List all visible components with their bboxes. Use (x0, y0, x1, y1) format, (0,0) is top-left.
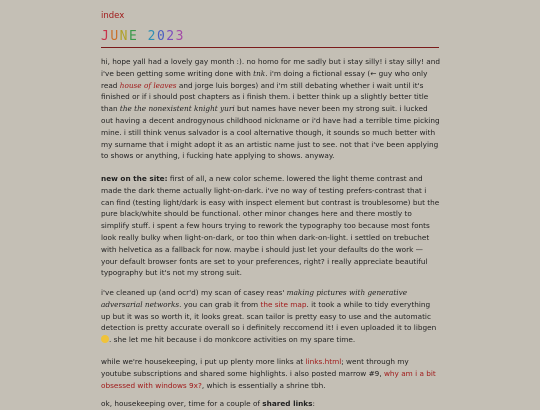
link-text: house of leaves (119, 80, 177, 90)
text: first of all, a new color scheme. lowered the light theme contrast and made the dark theme actually light-on-dark. i've no way of testing prefers-contrast that i can find (testing light/dark is easy with inspect element but contrast is troublesome) but the pure black/white should be functional. other minor changes here and there mostly to simplify stuff. i spent a few hours trying to rework the typography too because most fonts look really bulky when light-on-dark, or too thin when dark-on-light. i settled on trebuchet with helvetica as a fallback for now. maybe i should just let your defaults do the work — your default browser fonts are set to your preferences, right? i really appreciate beautiful typography but it's not my strong suit. (101, 174, 440, 278)
paragraph-housekeeping (101, 356, 441, 391)
post-title (101, 29, 185, 44)
title-letter: 3 (175, 29, 185, 44)
windows-9x-link[interactable]: why am i a bit obsessed with windows 9x? (101, 368, 436, 390)
text: but names have never been my strong suit. i lucked out having a decent androgynous childhood nickname or i'd have had a terrible time picking mine. i still think venus salvador is a cool alternative though, it sounds so much better with my surname that i might adopt it as an artistic name just to see. not that i've been applying to shows or anything, i fucking hate applying to shows. anyway. (101, 104, 440, 161)
text: , which is essentially a shrine tbh. (201, 380, 326, 390)
title-letter: U (110, 29, 120, 44)
paragraph-shared-links (101, 398, 441, 410)
title-letter: J (101, 29, 111, 44)
title-letter: N (119, 29, 129, 44)
book-title: making pictures with generative adversarial networks (101, 288, 408, 309)
text: hi, hope yall had a lovely gay month :). no homo for me sadly but i stay silly! i stay silly! and i've been getting some writing done with (101, 57, 440, 78)
title-space (138, 29, 147, 44)
text: while we're housekeeping, i put up plenty more links at (101, 357, 306, 366)
title-letter: 2 (147, 29, 157, 44)
section-lead: shared links (262, 399, 313, 408)
site-map-link[interactable]: the site map (260, 299, 307, 309)
paragraph-new-on-site (101, 173, 441, 279)
text: ; went through my youtube subscriptions and shared some highlights. i also posted marrow #9, (101, 357, 409, 378)
text: and jorge luis borges) and i'm still debating whether i wait until it's finished or if i should post chapters as i finish them. i better think up a slightly better title than (101, 80, 429, 114)
house-of-leaves-link[interactable] (120, 81, 177, 90)
text: . it took a while to tidy everything up but it was so worth it, it looks great. scan tailor is pretty easy to use and the automatic detection is pretty accurate overall so i definitely reccomend it! i even uploaded it to libgen (101, 299, 437, 333)
text: i've cleaned up (and ocr'd) my scan of casey reas' (101, 288, 287, 297)
paragraph-scan (101, 287, 441, 346)
section-lead: new on the site: (101, 174, 168, 183)
emphasis: the the nonexistent knight yuri (119, 104, 235, 114)
emphasis: tnk (253, 68, 266, 78)
links-page-link[interactable]: links.html (305, 357, 342, 366)
title-letter: E (128, 29, 139, 44)
smiley-emoji-icon (101, 335, 109, 343)
paragraph-intro (101, 56, 441, 162)
text: . i'm doing a fictional essay (← guy who only read (101, 68, 428, 90)
text: : (312, 399, 315, 408)
text: . she let me hit because i do monkcore activities on my spare time. (109, 335, 356, 345)
title-divider (101, 47, 439, 48)
index-link[interactable]: index (101, 11, 125, 21)
text: ok, housekeeping over, time for a couple of (101, 399, 263, 408)
title-letter: 2 (166, 29, 176, 44)
text: . you can grab it from (179, 299, 261, 309)
title-letter: 0 (156, 29, 167, 44)
